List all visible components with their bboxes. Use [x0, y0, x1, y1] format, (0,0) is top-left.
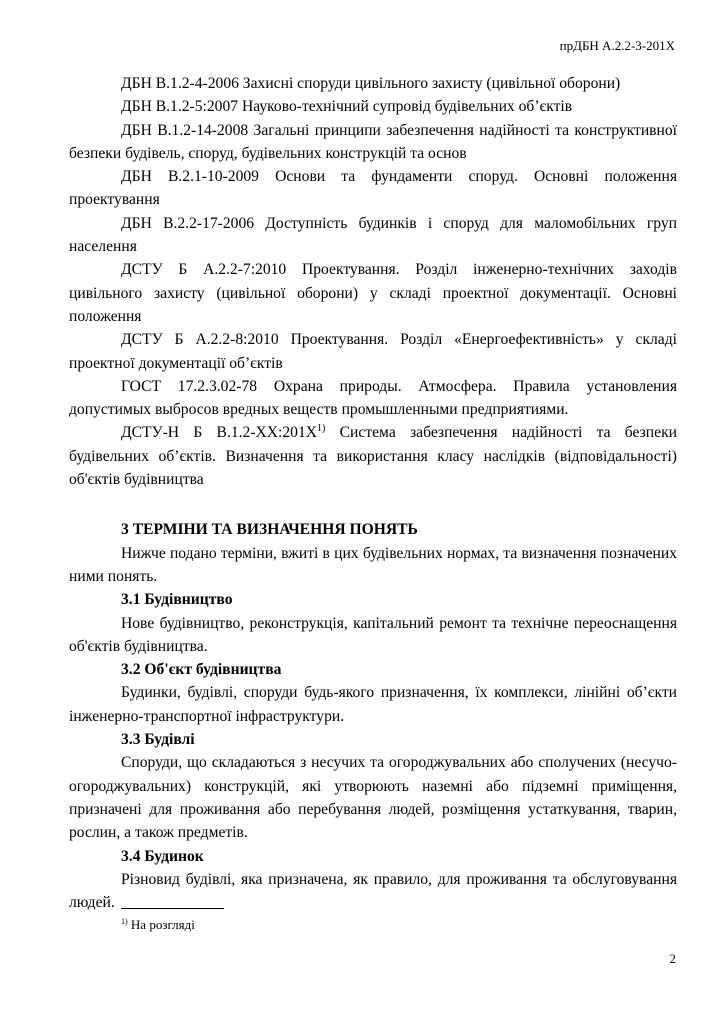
reference-title: Система забезпечення надійності та безпеки будівельних об’єктів. Визначення та використання класу наслідків (відповідальності) об'єктів будівництва: [69, 424, 677, 489]
footnote-text: На розгляді: [127, 917, 195, 932]
term-title: 3.3 Будівлі: [121, 731, 195, 749]
reference-item: ДБН В.2.1-10-2009 Основи та фундаменти споруд. Основні положення проектування: [69, 168, 677, 209]
term-definition: Будинки, будівлі, споруди будь-якого призначення, їх комплекси, лінійні об’єкти інженерно-транспортної інфраструктури.: [69, 684, 677, 725]
section-spacer: [69, 491, 677, 518]
reference-item: ДБН В.1.2-4-2006 Захисні споруди цивільного захисту (цивільної оборони): [121, 75, 621, 92]
reference-item-with-footnote: [69, 421, 677, 491]
page-number: 2: [669, 951, 676, 966]
term-definition: Нове будівництво, реконструкція, капітальний ремонт та технічне переоснащення об'єктів будівництва.: [69, 614, 677, 655]
reference-code: ДСТУ-Н Б В.1.2-ХХ:201Х: [121, 424, 318, 442]
section-heading: 3 ТЕРМІНИ ТА ВИЗНАЧЕННЯ ПОНЯТЬ: [121, 521, 418, 539]
reference-item: ДСТУ Б А.2.2-7:2010 Проектування. Розділ інженерно-технічних заходів цивільного захисту (цивільної оборони) у складі проектної документації. Основні положення: [69, 261, 677, 325]
reference-item: ДБН В.1.2-14-2008 Загальні принципи забезпечення надійності та конструктивної безпеки будівель, споруд, будівельних конструкцій та основ: [69, 121, 677, 162]
footnote-marker: 1): [317, 423, 326, 435]
reference-item: ГОСТ 17.2.3.02-78 Охрана природы. Атмосфера. Правила установления допустимых выбросов вредных веществ промышленными предприятиями.: [69, 377, 677, 419]
footnote: [121, 917, 195, 933]
section-intro: Нижче подано терміни, вжиті в цих будівельних нормах, та визначення позначених ними понять.: [69, 544, 677, 585]
document-code-header: прДБН А.2.2-3-201Х: [559, 38, 675, 53]
reference-item: ДБН В.1.2-5:2007 Науково-технічний супровід будівельних об’єктів: [121, 98, 573, 116]
reference-item: ДСТУ Б А.2.2-8:2010 Проектування. Розділ «Енергоефективність» у складі проектної документації об’єктів: [69, 331, 677, 372]
reference-item: ДБН В.2.2-17-2006 Доступність будинків і споруд для маломобільних груп населення: [69, 214, 677, 256]
term-definition: Споруди, що складаються з несучих та огороджувальних або сполучених (несучо-огороджувальних) конструкцій, які утворюють наземні або підземні приміщення, призначені для проживання або перебування людей, розміщення устаткування, тварин, рослин, а також предметів.: [69, 754, 677, 842]
term-definition: Різновид будівлі, яка призначена, як правило, для проживання та обслуговування людей.: [69, 870, 677, 912]
term-title: 3.4 Будинок: [121, 847, 204, 865]
footnote-separator: [121, 908, 224, 909]
term-title: 3.1 Будівництво: [121, 591, 233, 609]
term-title: 3.2 Об'єкт будівництва: [121, 661, 282, 679]
footnote-marker: 1): [121, 917, 128, 926]
document-body: [69, 72, 677, 914]
